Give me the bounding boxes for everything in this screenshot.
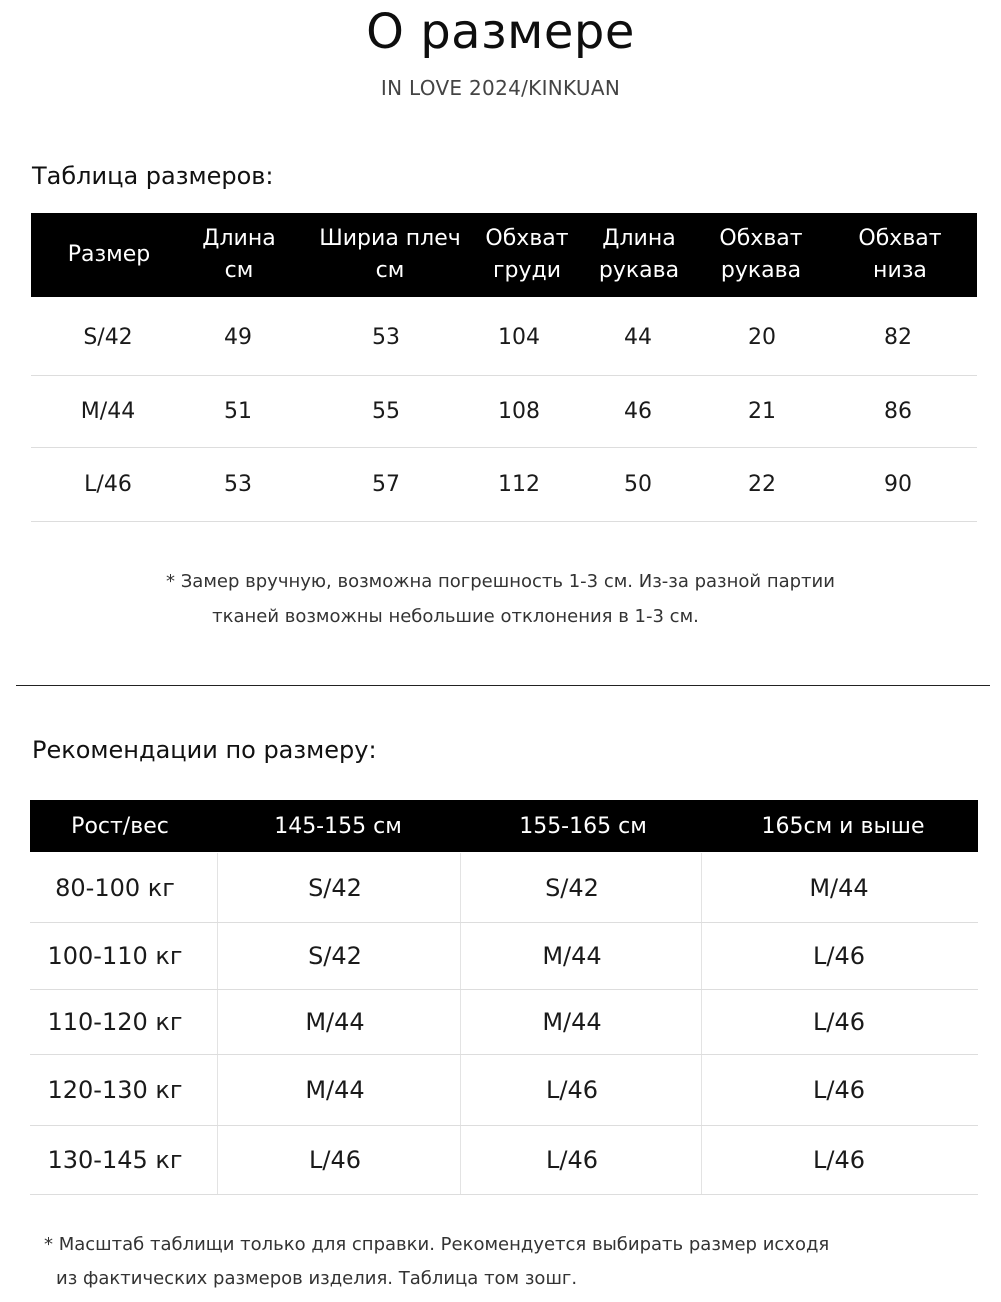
size-cell: 112 bbox=[498, 472, 540, 497]
size-note-line: * Замер вручную, возможна погрешность 1-3 см. Из-за разной партии bbox=[166, 571, 835, 592]
rec-cell: L/46 bbox=[813, 1076, 865, 1104]
rec-cell: S/42 bbox=[308, 873, 362, 902]
size-cell: 20 bbox=[748, 325, 776, 350]
size-cell: 90 bbox=[884, 472, 912, 497]
recommendation-row bbox=[30, 923, 978, 990]
size-table-note bbox=[0, 564, 1001, 634]
rec-cell: L/46 bbox=[309, 1146, 361, 1174]
section-divider bbox=[16, 685, 990, 686]
size-cell: 86 bbox=[884, 399, 912, 424]
page-subtitle: IN LOVE 2024/KINKUAN bbox=[380, 76, 621, 100]
size-table-row bbox=[31, 448, 977, 522]
size-table-heading: Таблица размеров: bbox=[32, 162, 274, 190]
size-cell: 57 bbox=[372, 472, 400, 497]
size-cell: 104 bbox=[498, 325, 540, 350]
rec-cell: 120-130 кг bbox=[47, 1076, 183, 1104]
size-cell: 49 bbox=[224, 325, 252, 350]
rec-cell: L/46 bbox=[546, 1146, 598, 1174]
recommendation-row bbox=[30, 990, 978, 1055]
recommendation-row bbox=[30, 1126, 978, 1195]
rec-cell: M/44 bbox=[305, 1076, 365, 1104]
size-cell: 82 bbox=[884, 325, 912, 350]
rec-cell: L/46 bbox=[813, 1008, 865, 1036]
size-cell: 50 bbox=[624, 472, 652, 497]
rec-cell: 80-100 кг bbox=[55, 873, 175, 902]
recommendation-heading: Рекомендации по размеру: bbox=[32, 736, 377, 764]
rec-note-line: из фактических размеров изделия. Таблица том зошг. bbox=[56, 1268, 578, 1289]
rec-cell: S/42 bbox=[545, 873, 599, 902]
rec-col-header: 155-165 см bbox=[519, 813, 647, 839]
size-col-header: Размер bbox=[67, 242, 151, 267]
rec-cell: L/46 bbox=[813, 942, 865, 970]
rec-col-header: Рост/вес bbox=[71, 813, 169, 839]
size-cell: L/46 bbox=[84, 472, 132, 497]
size-table-row bbox=[31, 300, 977, 376]
rec-col-header: 145-155 см bbox=[274, 813, 402, 839]
size-cell: 44 bbox=[624, 325, 652, 350]
page-title: О размере bbox=[366, 4, 635, 60]
rec-cell: S/42 bbox=[308, 942, 362, 970]
size-cell: 108 bbox=[498, 399, 540, 424]
rec-cell: M/44 bbox=[809, 873, 869, 902]
recommendation-note bbox=[44, 1228, 944, 1296]
rec-cell: M/44 bbox=[305, 1008, 365, 1036]
size-cell: 55 bbox=[372, 399, 400, 424]
size-table-row bbox=[31, 376, 977, 448]
recommendation-table-header bbox=[30, 800, 978, 852]
size-cell: M/44 bbox=[80, 399, 136, 424]
size-cell: 53 bbox=[372, 325, 400, 350]
size-col-header: Обхват рукава bbox=[719, 226, 803, 283]
size-cell: 22 bbox=[748, 472, 776, 497]
size-col-header: Шириа плеч см bbox=[319, 226, 461, 283]
size-cell: 21 bbox=[748, 399, 776, 424]
rec-cell: 110-120 кг bbox=[47, 1008, 183, 1036]
recommendation-row bbox=[30, 853, 978, 923]
rec-cell: M/44 bbox=[542, 942, 602, 970]
recommendation-row bbox=[30, 1055, 978, 1126]
size-cell: 51 bbox=[224, 399, 252, 424]
rec-cell: M/44 bbox=[542, 1008, 602, 1036]
size-cell: 46 bbox=[624, 399, 652, 424]
size-table-header bbox=[31, 213, 977, 297]
size-cell: 53 bbox=[224, 472, 252, 497]
size-note-line: тканей возможны небольшие отклонения в 1-3 см. bbox=[212, 606, 699, 627]
rec-cell: 100-110 кг bbox=[47, 942, 183, 970]
size-col-header: Обхват груди bbox=[485, 226, 569, 283]
size-col-header: Обхват низа bbox=[858, 226, 942, 283]
rec-col-header: 165см и выше bbox=[761, 813, 925, 839]
rec-note-line: * Масштаб таблищи только для справки. Рекомендуется выбирать размер исходя bbox=[44, 1234, 830, 1255]
rec-cell: L/46 bbox=[546, 1076, 598, 1104]
size-col-header: Длина см bbox=[202, 226, 276, 283]
size-cell: S/42 bbox=[83, 325, 133, 350]
rec-cell: 130-145 кг bbox=[47, 1146, 183, 1174]
rec-cell: L/46 bbox=[813, 1146, 865, 1174]
size-col-header: Длина рукава bbox=[598, 226, 680, 283]
